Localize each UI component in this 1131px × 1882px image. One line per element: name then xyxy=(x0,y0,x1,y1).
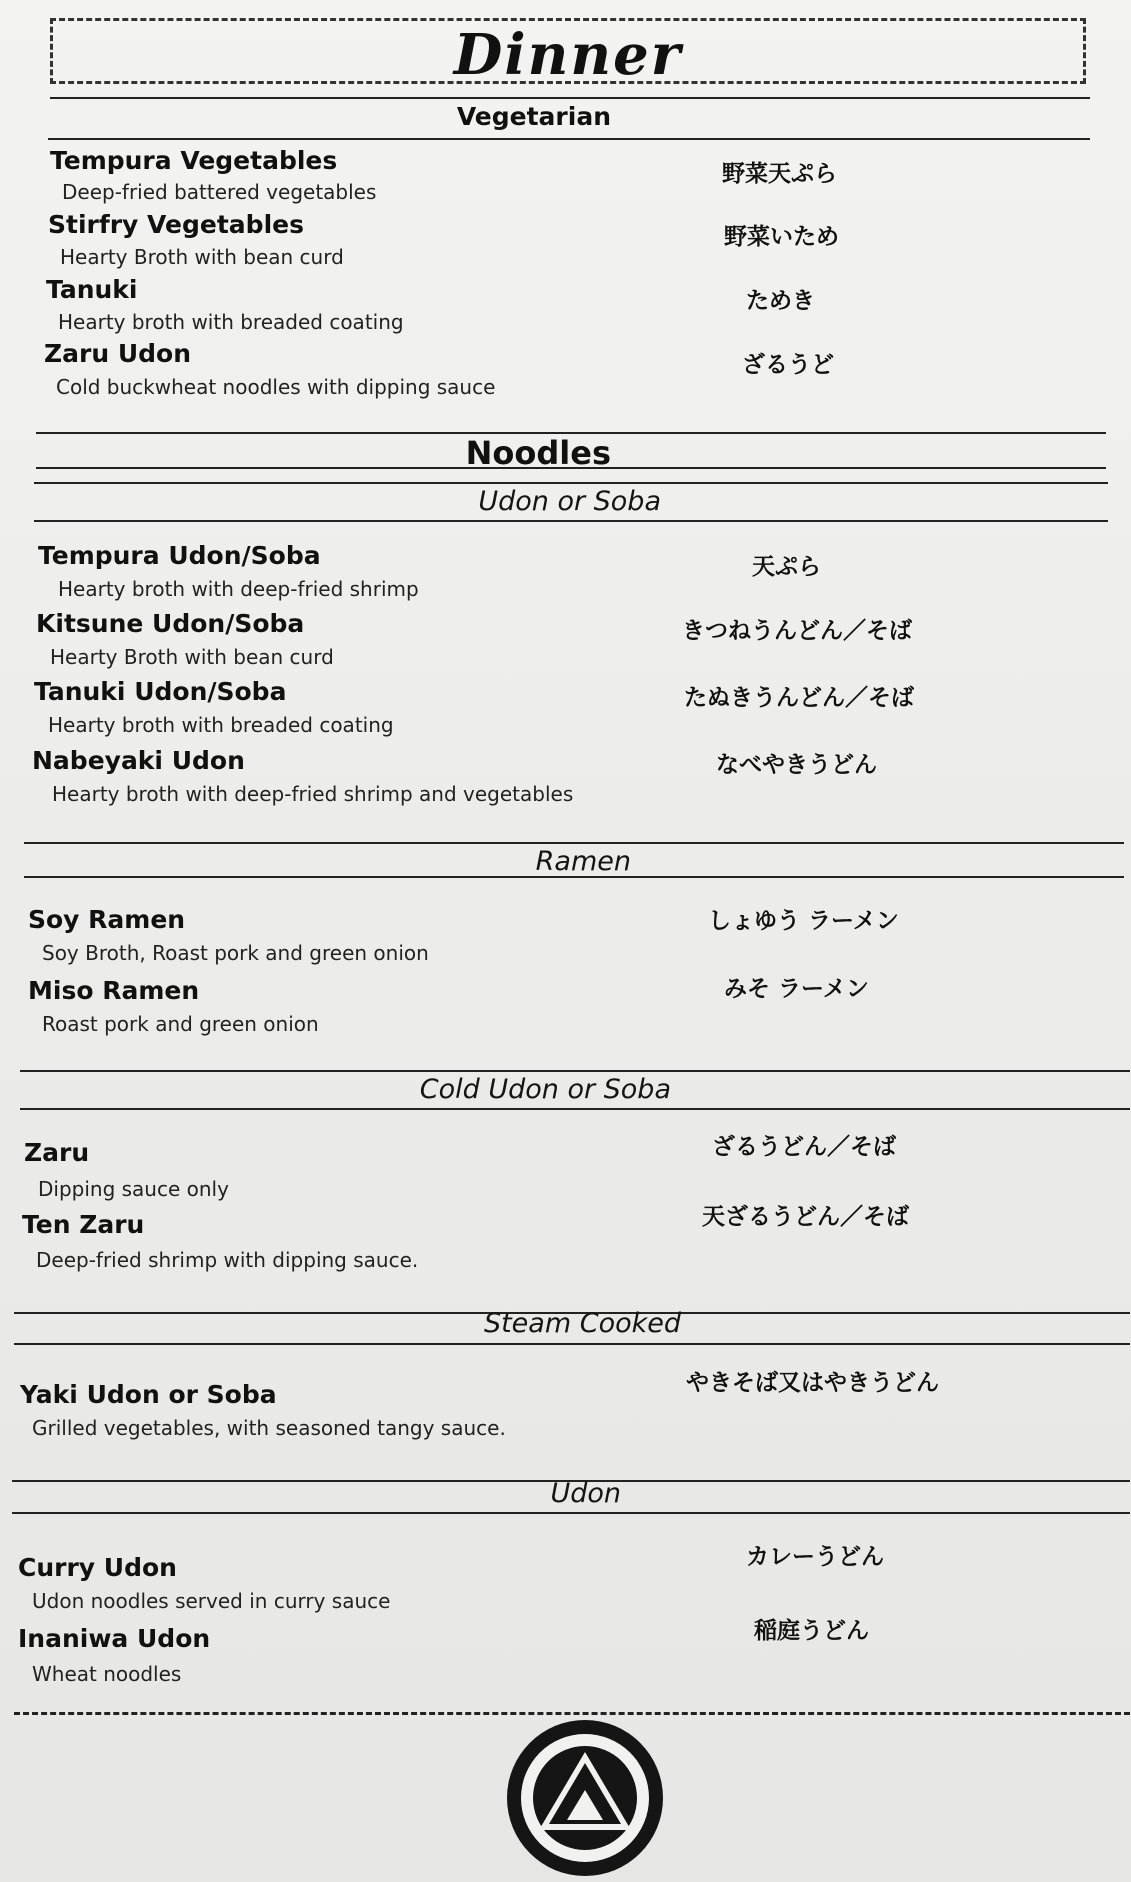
menu-item-description: Grilled vegetables, with seasoned tangy sauce. xyxy=(32,1416,506,1440)
menu-item-name: Soy Ramen xyxy=(28,905,186,934)
menu-item-description: Udon noodles served in curry sauce xyxy=(32,1589,391,1613)
divider xyxy=(24,876,1124,878)
menu-item-name: Curry Udon xyxy=(18,1553,177,1582)
menu-item-japanese: 稲庭うどん xyxy=(754,1618,869,1644)
menu-item-japanese: しょゆう ラーメン xyxy=(708,908,899,934)
udon-soba-heading: Udon or Soba xyxy=(478,486,661,517)
page-title: Dinner xyxy=(453,22,683,88)
menu-item-japanese: なべやきうどん xyxy=(716,752,877,778)
menu-item-description: Deep-fried shrimp with dipping sauce. xyxy=(36,1248,419,1272)
menu-item-japanese: ざるうど xyxy=(742,352,834,378)
menu-item-japanese: カレーうどん xyxy=(746,1544,884,1570)
menu-item-name: Tanuki Udon/Soba xyxy=(34,677,287,706)
menu-item-japanese: 野菜天ぷら xyxy=(722,161,837,187)
menu-item-japanese: 天ぷら xyxy=(752,554,821,580)
footer-divider xyxy=(14,1712,1130,1715)
title-frame xyxy=(50,18,1086,88)
menu-item-name: Stirfry Vegetables xyxy=(48,210,304,239)
menu-item-description: Hearty broth with breaded coating xyxy=(48,713,394,737)
menu-item-japanese: 野菜いため xyxy=(724,224,839,250)
cold-udon-soba-heading: Cold Udon or Soba xyxy=(419,1074,671,1105)
menu-item-japanese: ためき xyxy=(746,288,815,314)
menu-item-description: Hearty Broth with bean curd xyxy=(60,245,344,269)
menu-item-description: Hearty broth with breaded coating xyxy=(58,310,404,334)
menu-item-description: Dipping sauce only xyxy=(38,1177,229,1201)
menu-item-description: Hearty Broth with bean curd xyxy=(50,645,334,669)
divider xyxy=(20,1070,1130,1072)
menu-item-description: Soy Broth, Roast pork and green onion xyxy=(42,941,429,965)
menu-item-name: Ten Zaru xyxy=(22,1210,145,1239)
menu-item-japanese: たぬきうんどん／そば xyxy=(684,685,914,711)
menu-item-name: Tanuki xyxy=(46,275,138,304)
menu-item-japanese: 天ざるうどん／そば xyxy=(702,1204,909,1230)
menu-item-description: Roast pork and green onion xyxy=(42,1012,319,1036)
triforce-emblem-icon xyxy=(505,1718,665,1878)
menu-item-description: Deep-fried battered vegetables xyxy=(62,180,377,204)
menu-item-description: Wheat noodles xyxy=(32,1662,182,1686)
menu-item-name: Kitsune Udon/Soba xyxy=(36,609,305,638)
menu-item-name: Zaru Udon xyxy=(44,339,191,368)
divider xyxy=(34,520,1108,522)
divider xyxy=(34,482,1108,484)
steam-cooked-heading: Steam Cooked xyxy=(483,1308,681,1339)
menu-item-japanese: きつねうんどん／そば xyxy=(682,618,912,644)
menu-item-name: Miso Ramen xyxy=(28,976,200,1005)
menu-item-name: Yaki Udon or Soba xyxy=(20,1380,277,1409)
menu-item-description: Hearty broth with deep-fried shrimp and vegetables xyxy=(52,782,574,806)
menu-item-name: Zaru xyxy=(24,1138,90,1167)
menu-item-japanese: やきそば又はやきうどん xyxy=(686,1370,939,1396)
menu-item-japanese: ざるうどん／そば xyxy=(712,1134,896,1160)
menu-item-name: Nabeyaki Udon xyxy=(32,746,245,775)
divider xyxy=(20,1108,1130,1110)
menu-item-description: Hearty broth with deep-fried shrimp xyxy=(58,577,419,601)
udon-heading: Udon xyxy=(550,1478,621,1509)
divider xyxy=(14,1343,1130,1345)
divider xyxy=(24,842,1124,844)
menu-item-japanese: みそ ラーメン xyxy=(724,976,869,1002)
divider xyxy=(48,138,1090,140)
menu-item-name: Inaniwa Udon xyxy=(18,1624,211,1653)
ramen-heading: Ramen xyxy=(535,846,631,877)
menu-item-name: Tempura Vegetables xyxy=(50,146,338,175)
menu-item-name: Tempura Udon/Soba xyxy=(38,541,321,570)
menu-item-description: Cold buckwheat noodles with dipping sauce xyxy=(56,375,496,399)
vegetarian-heading: Vegetarian xyxy=(456,102,611,131)
noodles-heading: Noodles xyxy=(465,434,611,472)
divider xyxy=(50,97,1090,99)
divider xyxy=(12,1512,1130,1514)
